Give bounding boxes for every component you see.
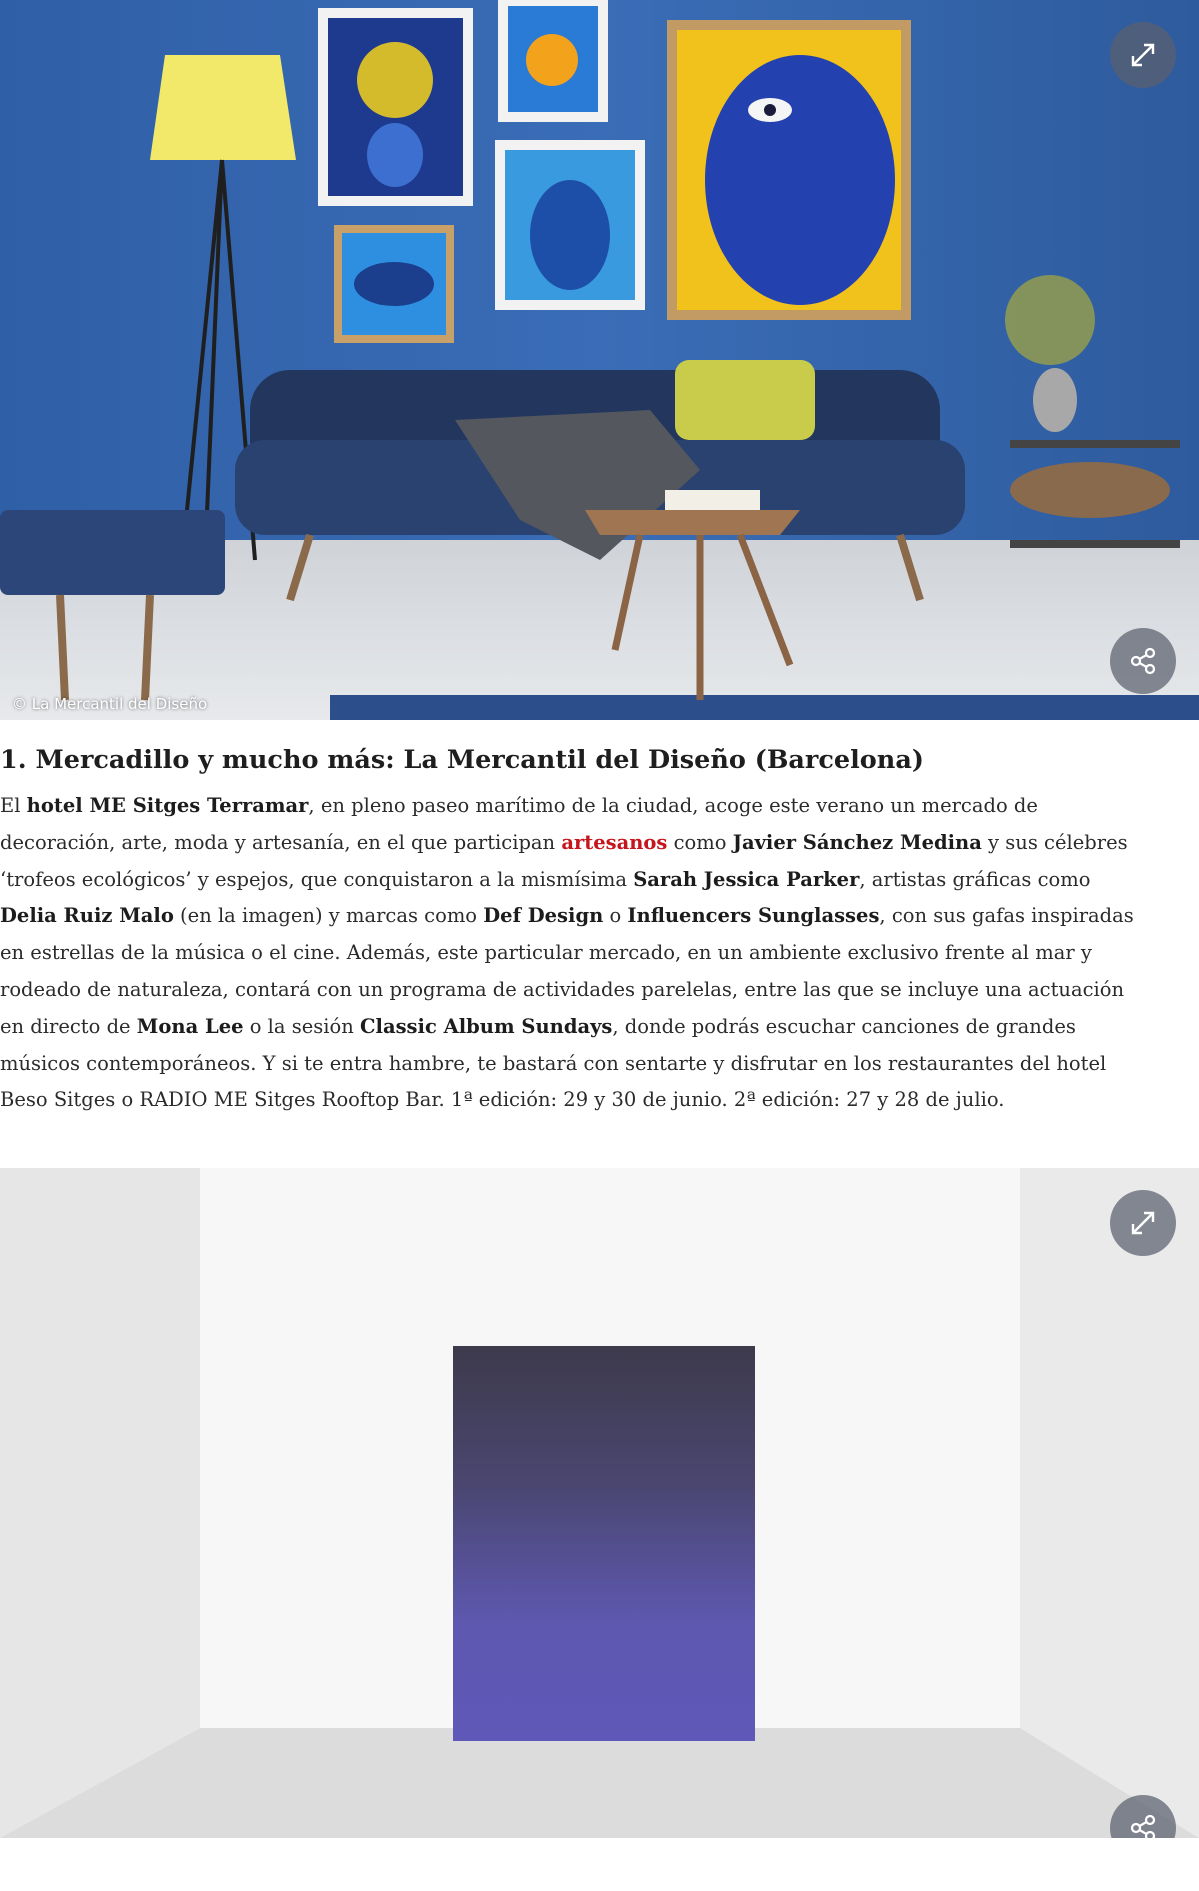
expand-button[interactable]: [1110, 22, 1176, 88]
bold-text: Javier Sánchez Medina: [732, 830, 982, 854]
figure-2-image: [0, 1168, 1199, 1838]
share-icon: [1128, 1813, 1158, 1838]
text-segment: , donde podrás escuchar canciones de grandes: [612, 1014, 1076, 1038]
text-segment: en directo de: [0, 1014, 137, 1038]
text-segment: rodeado de naturaleza, contará con un programa de actividades parelelas, entre las que se incluye una actuación: [0, 977, 1125, 1001]
text-segment: (en la imagen) y marcas como: [173, 904, 484, 928]
article-paragraph: [0, 788, 1199, 1119]
paragraph-line: [0, 972, 1199, 1009]
bold-text: Classic Album Sundays: [360, 1014, 613, 1038]
paragraph-line: [0, 862, 1199, 899]
text-segment: El: [0, 794, 27, 817]
text-segment: , en pleno paseo marítimo de la ciudad, acoge este verano un mercado de: [308, 794, 1038, 817]
artesanos-link[interactable]: artesanos: [561, 830, 668, 854]
share-icon: [1128, 646, 1158, 676]
paragraph-line: [0, 1009, 1199, 1046]
share-button[interactable]: [1110, 628, 1176, 694]
text-segment: como: [667, 830, 733, 854]
text-segment: o: [603, 904, 628, 928]
text-segment: decoración, arte, moda y artesanía, en el que participan: [0, 830, 562, 854]
living-room-photo: [0, 0, 1199, 720]
bold-text: Delia Ruiz Malo: [0, 904, 174, 928]
expand-button[interactable]: [1110, 1190, 1176, 1256]
paragraph-line: [0, 1082, 1199, 1119]
text-segment: , con sus gafas inspiradas: [879, 904, 1134, 928]
bold-text: Influencers Sunglasses: [627, 904, 880, 928]
gallery-photo: [0, 1168, 1199, 1838]
expand-arrows-icon: [1129, 41, 1157, 69]
text-segment: músicos contemporáneos. Y si te entra hambre, te bastará con sentarte y disfrutar en los restaurantes del hotel: [0, 1051, 1107, 1075]
bold-text: Mona Lee: [136, 1014, 244, 1038]
photo-credit: © La Mercantil del Diseño: [12, 695, 208, 713]
paragraph-line: [0, 788, 1199, 825]
expand-arrows-icon: [1129, 1209, 1157, 1237]
paragraph-line: [0, 935, 1199, 972]
text-segment: y sus célebres: [981, 830, 1128, 854]
paragraph-line: [0, 898, 1199, 935]
text-segment: Beso Sitges o RADIO ME Sitges Rooftop Bar. 1ª edición: 29 y 30 de junio. 2ª edición: 27 y 28 de julio.: [0, 1088, 1005, 1112]
bold-text: Sarah Jessica Parker: [633, 867, 860, 891]
text-segment: ‘trofeos ecológicos’ y espejos, que conquistaron a la mismísima: [0, 867, 634, 891]
bold-text: hotel ME Sitges Terramar: [26, 794, 309, 817]
text-segment: en estrellas de la música o el cine. Además, este particular mercado, en un ambiente exclusivo frente al mar y: [0, 941, 1092, 965]
text-segment: , artistas gráficas como: [859, 867, 1091, 891]
section-heading: 1. Mercadillo y mucho más: La Mercantil del Diseño (Barcelona): [0, 745, 924, 775]
text-segment: o la sesión: [243, 1014, 361, 1038]
bold-text: Def Design: [483, 904, 604, 928]
paragraph-line: [0, 825, 1199, 862]
figure-1-image: [0, 0, 1199, 720]
paragraph-line: [0, 1046, 1199, 1083]
